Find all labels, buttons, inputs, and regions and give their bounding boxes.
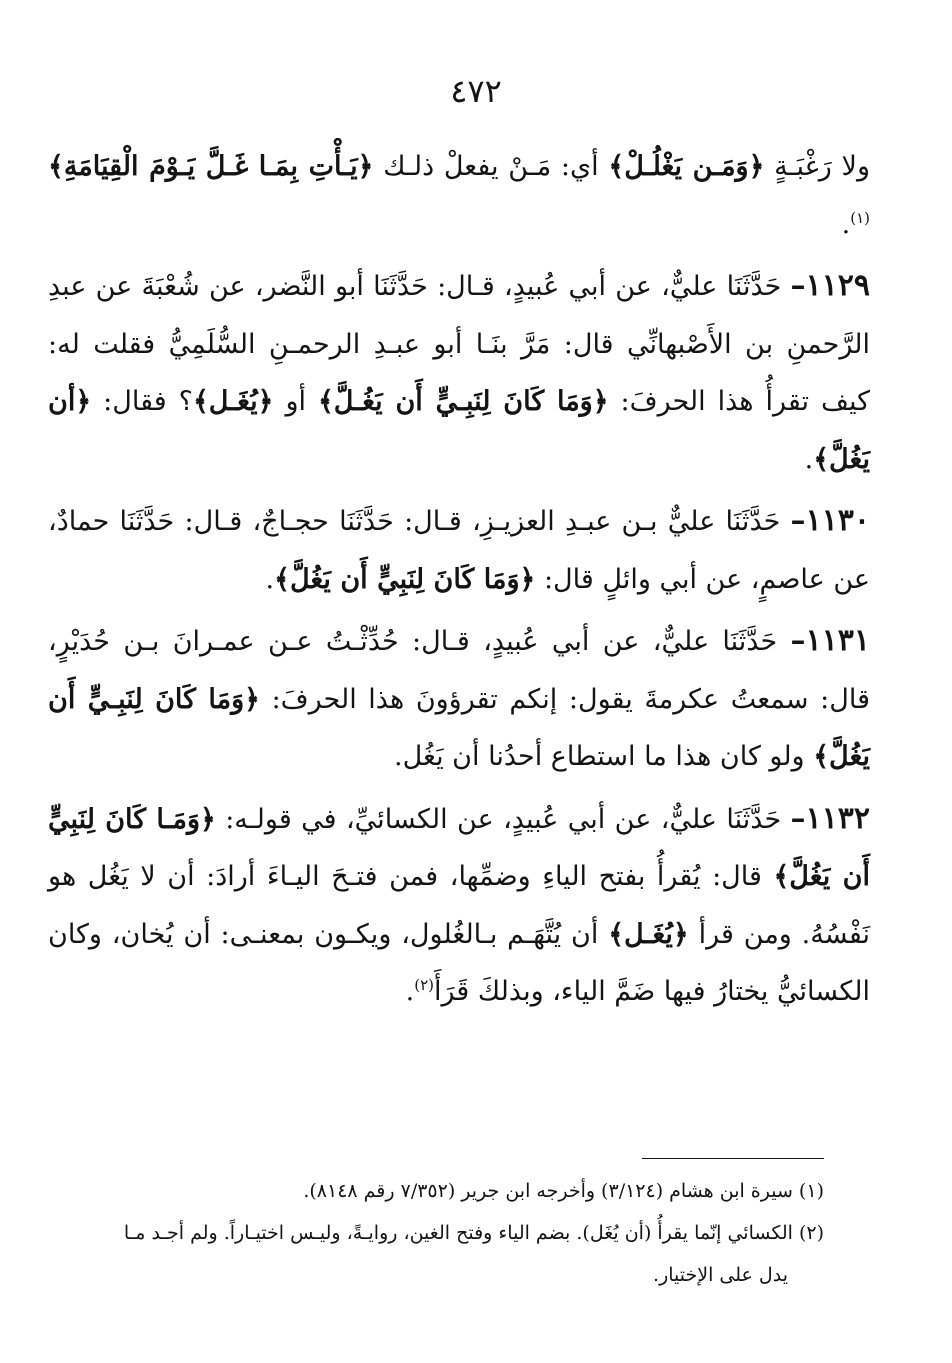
quran-quote: ﴿أن يَغُلَّ﴾ (48, 386, 870, 475)
footnote-1: (١) سيرة ابن هشام (٣/١٢٤) وأخرجه ابن جرير (٧/٣٥٢ رقم ٨١٤٨). (303, 1180, 824, 1202)
text-run: أو (273, 386, 318, 417)
footnotes (108, 1170, 824, 1296)
hadith-1130 (48, 492, 870, 608)
hadith-1132 (48, 790, 870, 1021)
text-run: ولا رَغْبَـةٍ (764, 151, 870, 182)
quran-quote: ﴿وَمَا كَانَ لِنَبِـيٍّ أَن يَغُلَّ﴾ (48, 683, 870, 772)
hadith-number: ١١٣١– (790, 623, 870, 658)
hadith-1129 (48, 257, 870, 488)
text-run: . (265, 563, 275, 595)
quran-quote: ﴿وَمَا كَانَ لِنَبِـيٍّ أَن يَغُـلَّ﴾ (317, 386, 609, 417)
quran-quote: ﴿يُغَـل﴾ (192, 386, 274, 417)
quran-quote: ﴿يُغَـل﴾ (608, 918, 689, 950)
text-run: قال: يُقرأُ بفتح الياءِ وضمِّها، فمن فتـحَ اليـاءَ أرادَ: أن لا يَغُل هو نَفْسُهُ. ومن قرأ (48, 861, 871, 950)
text-run: حَدَّثَنَا عليٌّ، عن أبي عُبيدٍ، قـال: حَدَّثَنَا أبو النَّضر، عن شُعْبَةَ عن عبدِ الرَّحمنِ بن الأَصْبهانِّي قال: مَرَّ بنَـا أبو عبـدِ الرحمـنِ السُّلَمِيُّ فقلت له: كيف تقرأُ هذا الحرفَ: (48, 271, 870, 417)
hadith-number: ١١٣٢– (790, 800, 870, 836)
quran-quote: ﴿يَـأْتِ بِمَـا غَـلَّ يَـوْمَ الْقِيَامَةِ﴾ (48, 151, 374, 182)
footnote-2: (٢) الكسائي إنّما يقرأُ (أن يُغَل). بضم الياء وفتح الغين، روايـةً، وليـس اختيـاراً. ولم أجـد مـا (123, 1222, 824, 1244)
paragraph-intro (48, 138, 870, 253)
footnote-2-continuation: يدل على الإختيار. (653, 1264, 788, 1286)
quran-quote: ﴿وَمَـن يَغْلُـلْ﴾ (608, 151, 765, 182)
text-run: أي: مَـنْ يفعلْ ذلـك (373, 151, 609, 182)
text-run: . (405, 976, 415, 1007)
text-run: ولو كان هذا ما استطاع أحدُنا أن يَغُل. (394, 741, 814, 772)
quran-quote: ﴿وَمَـا كَانَ لِنَبِيٍّ أَن يَغُلَّ﴾ (48, 803, 871, 892)
footnote-ref: (١) (850, 208, 870, 227)
footnote-ref: (٢) (414, 976, 435, 994)
main-text (48, 138, 870, 1025)
footnote-divider (642, 1158, 824, 1159)
hadith-number: ١١٢٩– (790, 268, 870, 303)
quran-quote: ﴿وَمَا كَانَ لِنَبِيٍّ أَن يَغُلَّ﴾ (274, 563, 536, 595)
text-run: حَدَّثَنَا عليٌّ بـن عبـدِ العزيـزِ، قـال: حَدَّثَنَا حجـاجٌ، قـال: حَدَّثَنَا حمادٌ، عن عاصمٍ، عن أبي وائلٍ قال: (48, 506, 870, 595)
hadith-1131 (48, 612, 870, 786)
text-run: حَدَّثَنَا عليٌّ، عن أبي عُبيدٍ، قـال: حُدِّثْـتُ عـن عمـرانَ بـن حُدَيْرٍ، قال: سمعتُ عكرمةَ يقول: إنكم تقرؤونَ هذا الحرفَ: (48, 626, 870, 715)
text-run: ؟ فقال: (91, 386, 193, 417)
text-run: أن يُتَّهَـم بـالغُلول، ويكـون بمعنـى: أن يُخان، وكان الكسائيُّ يختارُ فيها ضَمَّ الياء، وبذلكَ قَرَأَ (48, 918, 870, 1007)
hadith-number: ١١٣٠– (790, 503, 870, 538)
text-run: حَدَّثَنَا عليٌّ، عن أبي عُبيدٍ، عن الكسائيِّ، في قولـه: (215, 803, 791, 835)
text-run: . (841, 208, 851, 240)
page-number: ٤٧٢ (450, 72, 502, 110)
text-run: . (804, 443, 814, 475)
